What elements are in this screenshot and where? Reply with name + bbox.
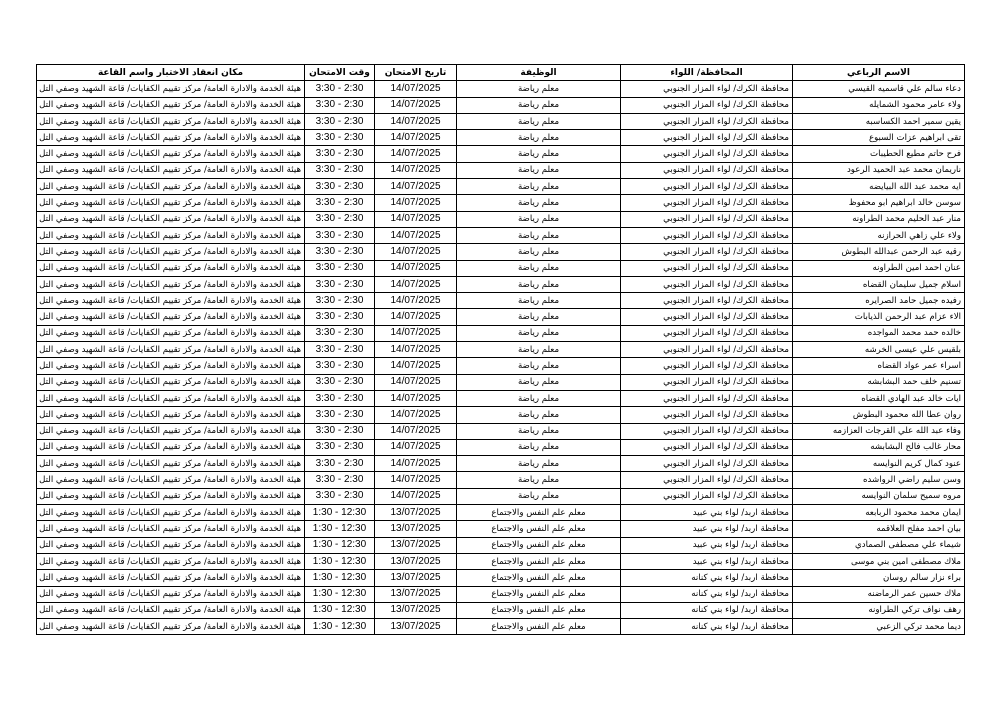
cell-name: ايه محمد عبد الله البيايضه xyxy=(793,179,965,195)
cell-governorate: محافظة الكرك/ لواء المزار الجنوبي xyxy=(621,162,793,178)
cell-name: فرح حاتم مطيع الحطيبات xyxy=(793,146,965,162)
cell-exam-time: 2:30 - 3:30 xyxy=(305,146,375,162)
cell-governorate: محافظة الكرك/ لواء المزار الجنوبي xyxy=(621,211,793,227)
table-row xyxy=(37,602,965,618)
cell-governorate: محافظة الكرك/ لواء المزار الجنوبي xyxy=(621,488,793,504)
cell-governorate: محافظة الكرك/ لواء المزار الجنوبي xyxy=(621,81,793,97)
cell-exam-time: 12:30 - 1:30 xyxy=(305,521,375,537)
cell-governorate: محافظة الكرك/ لواء المزار الجنوبي xyxy=(621,342,793,358)
cell-governorate: محافظة اربد/ لواء بني كنانه xyxy=(621,586,793,602)
table-row xyxy=(37,260,965,276)
cell-name: منار عبد الحليم محمد الطراونه xyxy=(793,211,965,227)
cell-name: ناريمان محمد عبد الحميد الرعود xyxy=(793,162,965,178)
cell-exam-time: 2:30 - 3:30 xyxy=(305,81,375,97)
cell-exam-time: 2:30 - 3:30 xyxy=(305,309,375,325)
cell-name: ملاك مصطفى امين بني موسى xyxy=(793,553,965,569)
cell-exam-date: 14/07/2025 xyxy=(375,456,457,472)
cell-job: معلم رياضة xyxy=(457,390,621,406)
cell-name: خالده حمد محمد المواجده xyxy=(793,325,965,341)
cell-governorate: محافظة الكرك/ لواء المزار الجنوبي xyxy=(621,439,793,455)
cell-job: معلم رياضة xyxy=(457,439,621,455)
cell-venue: هيئة الخدمة والادارة العامة/ مركز تقييم الكفايات/ قاعة الشهيد وصفي التل xyxy=(37,195,305,211)
cell-governorate: محافظة الكرك/ لواء المزار الجنوبي xyxy=(621,358,793,374)
cell-venue: هيئة الخدمة والادارة العامة/ مركز تقييم الكفايات/ قاعة الشهيد وصفي التل xyxy=(37,553,305,569)
cell-venue: هيئة الخدمة والادارة العامة/ مركز تقييم الكفايات/ قاعة الشهيد وصفي التل xyxy=(37,602,305,618)
cell-exam-time: 2:30 - 3:30 xyxy=(305,130,375,146)
table-row xyxy=(37,439,965,455)
cell-job: معلم رياضة xyxy=(457,423,621,439)
cell-venue: هيئة الخدمة والادارة العامة/ مركز تقييم الكفايات/ قاعة الشهيد وصفي التل xyxy=(37,227,305,243)
cell-venue: هيئة الخدمة والادارة العامة/ مركز تقييم الكفايات/ قاعة الشهيد وصفي التل xyxy=(37,439,305,455)
table-row xyxy=(37,586,965,602)
cell-governorate: محافظة الكرك/ لواء المزار الجنوبي xyxy=(621,456,793,472)
cell-exam-time: 2:30 - 3:30 xyxy=(305,358,375,374)
cell-exam-time: 2:30 - 3:30 xyxy=(305,342,375,358)
table-row xyxy=(37,407,965,423)
cell-exam-date: 14/07/2025 xyxy=(375,162,457,178)
cell-venue: هيئة الخدمة والادارة العامة/ مركز تقييم الكفايات/ قاعة الشهيد وصفي التل xyxy=(37,130,305,146)
cell-job: معلم رياضة xyxy=(457,374,621,390)
cell-governorate: محافظة اربد/ لواء بني كنانه xyxy=(621,570,793,586)
cell-venue: هيئة الخدمة والادارة العامة/ مركز تقييم الكفايات/ قاعة الشهيد وصفي التل xyxy=(37,309,305,325)
header-exam-date: تاريخ الامتحان xyxy=(375,65,457,81)
cell-venue: هيئة الخدمة والادارة العامة/ مركز تقييم الكفايات/ قاعة الشهيد وصفي التل xyxy=(37,276,305,292)
cell-job: معلم علم النفس والاجتماع xyxy=(457,505,621,521)
cell-governorate: محافظة الكرك/ لواء المزار الجنوبي xyxy=(621,407,793,423)
cell-governorate: محافظة الكرك/ لواء المزار الجنوبي xyxy=(621,309,793,325)
cell-exam-time: 2:30 - 3:30 xyxy=(305,97,375,113)
cell-governorate: محافظة الكرك/ لواء المزار الجنوبي xyxy=(621,260,793,276)
cell-venue: هيئة الخدمة والادارة العامة/ مركز تقييم الكفايات/ قاعة الشهيد وصفي التل xyxy=(37,521,305,537)
cell-venue: هيئة الخدمة والادارة العامة/ مركز تقييم الكفايات/ قاعة الشهيد وصفي التل xyxy=(37,488,305,504)
cell-exam-date: 14/07/2025 xyxy=(375,244,457,260)
table-row xyxy=(37,309,965,325)
cell-exam-date: 14/07/2025 xyxy=(375,488,457,504)
cell-job: معلم رياضة xyxy=(457,407,621,423)
cell-exam-time: 2:30 - 3:30 xyxy=(305,195,375,211)
cell-name: اسلام جميل سليمان القضاه xyxy=(793,276,965,292)
cell-governorate: محافظة الكرك/ لواء المزار الجنوبي xyxy=(621,325,793,341)
cell-exam-date: 14/07/2025 xyxy=(375,472,457,488)
table-row xyxy=(37,276,965,292)
cell-venue: هيئة الخدمة والادارة العامة/ مركز تقييم الكفايات/ قاعة الشهيد وصفي التل xyxy=(37,407,305,423)
cell-venue: هيئة الخدمة والادارة العامة/ مركز تقييم الكفايات/ قاعة الشهيد وصفي التل xyxy=(37,211,305,227)
cell-venue: هيئة الخدمة والادارة العامة/ مركز تقييم الكفايات/ قاعة الشهيد وصفي التل xyxy=(37,146,305,162)
cell-venue: هيئة الخدمة والادارة العامة/ مركز تقييم الكفايات/ قاعة الشهيد وصفي التل xyxy=(37,390,305,406)
cell-job: معلم علم النفس والاجتماع xyxy=(457,586,621,602)
table-body xyxy=(37,81,965,635)
cell-job: معلم رياضة xyxy=(457,113,621,129)
cell-job: معلم رياضة xyxy=(457,244,621,260)
cell-venue: هيئة الخدمة والادارة العامة/ مركز تقييم الكفايات/ قاعة الشهيد وصفي التل xyxy=(37,81,305,97)
cell-governorate: محافظة اربد/ لواء بني عبيد xyxy=(621,553,793,569)
table-row xyxy=(37,342,965,358)
cell-governorate: محافظة الكرك/ لواء المزار الجنوبي xyxy=(621,276,793,292)
cell-exam-date: 14/07/2025 xyxy=(375,325,457,341)
cell-exam-time: 12:30 - 1:30 xyxy=(305,570,375,586)
cell-exam-date: 14/07/2025 xyxy=(375,227,457,243)
cell-venue: هيئة الخدمة والادارة العامة/ مركز تقييم الكفايات/ قاعة الشهيد وصفي التل xyxy=(37,537,305,553)
cell-venue: هيئة الخدمة والادارة العامة/ مركز تقييم الكفايات/ قاعة الشهيد وصفي التل xyxy=(37,472,305,488)
cell-governorate: محافظة الكرك/ لواء المزار الجنوبي xyxy=(621,472,793,488)
cell-job: معلم رياضة xyxy=(457,309,621,325)
cell-exam-time: 12:30 - 1:30 xyxy=(305,505,375,521)
cell-venue: هيئة الخدمة والادارة العامة/ مركز تقييم الكفايات/ قاعة الشهيد وصفي التل xyxy=(37,293,305,309)
table-row xyxy=(37,570,965,586)
cell-job: معلم رياضة xyxy=(457,358,621,374)
cell-venue: هيئة الخدمة والادارة العامة/ مركز تقييم الكفايات/ قاعة الشهيد وصفي التل xyxy=(37,570,305,586)
cell-venue: هيئة الخدمة والادارة العامة/ مركز تقييم الكفايات/ قاعة الشهيد وصفي التل xyxy=(37,162,305,178)
cell-exam-date: 14/07/2025 xyxy=(375,423,457,439)
cell-exam-time: 12:30 - 1:30 xyxy=(305,537,375,553)
cell-exam-time: 2:30 - 3:30 xyxy=(305,293,375,309)
header-governorate: المحافظة/ اللواء xyxy=(621,65,793,81)
cell-name: روان عطا الله محمود البطوش xyxy=(793,407,965,423)
cell-exam-date: 14/07/2025 xyxy=(375,113,457,129)
cell-job: معلم رياضة xyxy=(457,260,621,276)
cell-exam-date: 13/07/2025 xyxy=(375,505,457,521)
cell-job: معلم رياضة xyxy=(457,456,621,472)
cell-venue: هيئة الخدمة والادارة العامة/ مركز تقييم الكفايات/ قاعة الشهيد وصفي التل xyxy=(37,374,305,390)
cell-name: مروه سميح سلمان النوايسه xyxy=(793,488,965,504)
cell-name: رقيه عبد الرحمن عبدالله البطوش xyxy=(793,244,965,260)
table-row xyxy=(37,456,965,472)
table-row xyxy=(37,390,965,406)
cell-venue: هيئة الخدمة والادارة العامة/ مركز تقييم الكفايات/ قاعة الشهيد وصفي التل xyxy=(37,586,305,602)
table-row xyxy=(37,505,965,521)
header-row xyxy=(37,65,965,81)
cell-venue: هيئة الخدمة والادارة العامة/ مركز تقييم الكفايات/ قاعة الشهيد وصفي التل xyxy=(37,244,305,260)
cell-venue: هيئة الخدمة والادارة العامة/ مركز تقييم الكفايات/ قاعة الشهيد وصفي التل xyxy=(37,260,305,276)
cell-name: براء نزار سالم روسان xyxy=(793,570,965,586)
cell-exam-date: 14/07/2025 xyxy=(375,211,457,227)
cell-exam-time: 2:30 - 3:30 xyxy=(305,244,375,260)
cell-venue: هيئة الخدمة والادارة العامة/ مركز تقييم الكفايات/ قاعة الشهيد وصفي التل xyxy=(37,456,305,472)
cell-governorate: محافظة الكرك/ لواء المزار الجنوبي xyxy=(621,423,793,439)
cell-venue: هيئة الخدمة والادارة العامة/ مركز تقييم الكفايات/ قاعة الشهيد وصفي التل xyxy=(37,325,305,341)
cell-name: يقين سمير احمد الكساسبه xyxy=(793,113,965,129)
cell-governorate: محافظة الكرك/ لواء المزار الجنوبي xyxy=(621,293,793,309)
table-row xyxy=(37,521,965,537)
cell-job: معلم رياضة xyxy=(457,81,621,97)
header-venue: مكان انعقاد الاختبار واسم القاعة xyxy=(37,65,305,81)
cell-job: معلم رياضة xyxy=(457,293,621,309)
cell-governorate: محافظة اربد/ لواء بني كنانه xyxy=(621,602,793,618)
cell-job: معلم رياضة xyxy=(457,276,621,292)
cell-exam-date: 14/07/2025 xyxy=(375,342,457,358)
table-row xyxy=(37,162,965,178)
cell-exam-date: 13/07/2025 xyxy=(375,521,457,537)
exam-schedule-table xyxy=(36,64,965,635)
cell-name: سوسن خالد ابراهيم ابو محفوظ xyxy=(793,195,965,211)
cell-exam-time: 2:30 - 3:30 xyxy=(305,390,375,406)
cell-name: ديما محمد تركي الزعبي xyxy=(793,619,965,635)
table-row xyxy=(37,97,965,113)
cell-job: معلم علم النفس والاجتماع xyxy=(457,619,621,635)
table-row xyxy=(37,325,965,341)
cell-exam-time: 2:30 - 3:30 xyxy=(305,113,375,129)
table-row xyxy=(37,113,965,129)
cell-job: معلم رياضة xyxy=(457,211,621,227)
cell-governorate: محافظة اربد/ لواء بني عبيد xyxy=(621,537,793,553)
cell-job: معلم رياضة xyxy=(457,488,621,504)
table-row xyxy=(37,146,965,162)
cell-job: معلم علم النفس والاجتماع xyxy=(457,521,621,537)
cell-name: محار غالب فالح البشابشه xyxy=(793,439,965,455)
cell-exam-time: 2:30 - 3:30 xyxy=(305,260,375,276)
cell-name: ايات خالد عبد الهادي القضاه xyxy=(793,390,965,406)
cell-venue: هيئة الخدمة والادارة العامة/ مركز تقييم الكفايات/ قاعة الشهيد وصفي التل xyxy=(37,619,305,635)
cell-job: معلم رياضة xyxy=(457,342,621,358)
table-row xyxy=(37,553,965,569)
cell-venue: هيئة الخدمة والادارة العامة/ مركز تقييم الكفايات/ قاعة الشهيد وصفي التل xyxy=(37,358,305,374)
cell-name: ملاك حسين عمر الرماضنه xyxy=(793,586,965,602)
header-name: الاسم الرباعي xyxy=(793,65,965,81)
header-job: الوظيفة xyxy=(457,65,621,81)
cell-governorate: محافظة الكرك/ لواء المزار الجنوبي xyxy=(621,374,793,390)
cell-job: معلم علم النفس والاجتماع xyxy=(457,553,621,569)
cell-exam-time: 2:30 - 3:30 xyxy=(305,374,375,390)
cell-name: رفيده جميل حامد الصرايره xyxy=(793,293,965,309)
cell-governorate: محافظة الكرك/ لواء المزار الجنوبي xyxy=(621,113,793,129)
cell-job: معلم رياضة xyxy=(457,227,621,243)
table-row xyxy=(37,358,965,374)
cell-governorate: محافظة الكرك/ لواء المزار الجنوبي xyxy=(621,130,793,146)
cell-name: دعاء سالم علي قاسميه القيسي xyxy=(793,81,965,97)
cell-name: الاء عزام عبد الرحمن الذيابات xyxy=(793,309,965,325)
cell-venue: هيئة الخدمة والادارة العامة/ مركز تقييم الكفايات/ قاعة الشهيد وصفي التل xyxy=(37,113,305,129)
cell-name: اسراء عمر عواد القضاه xyxy=(793,358,965,374)
cell-name: تسنيم خلف حمد البشابشه xyxy=(793,374,965,390)
table-row xyxy=(37,227,965,243)
cell-exam-date: 14/07/2025 xyxy=(375,179,457,195)
cell-governorate: محافظة الكرك/ لواء المزار الجنوبي xyxy=(621,146,793,162)
cell-exam-time: 2:30 - 3:30 xyxy=(305,407,375,423)
cell-exam-time: 2:30 - 3:30 xyxy=(305,227,375,243)
cell-exam-date: 14/07/2025 xyxy=(375,358,457,374)
cell-exam-time: 2:30 - 3:30 xyxy=(305,456,375,472)
cell-job: معلم رياضة xyxy=(457,325,621,341)
cell-job: معلم رياضة xyxy=(457,97,621,113)
cell-exam-time: 2:30 - 3:30 xyxy=(305,162,375,178)
cell-name: رهف نواف تركي الطراونه xyxy=(793,602,965,618)
table-row xyxy=(37,619,965,635)
table-row xyxy=(37,293,965,309)
cell-name: ولاء علي زاهي الحرازنه xyxy=(793,227,965,243)
cell-exam-date: 14/07/2025 xyxy=(375,130,457,146)
cell-exam-date: 14/07/2025 xyxy=(375,407,457,423)
cell-exam-date: 14/07/2025 xyxy=(375,276,457,292)
cell-exam-time: 12:30 - 1:30 xyxy=(305,602,375,618)
cell-exam-date: 13/07/2025 xyxy=(375,586,457,602)
cell-exam-time: 2:30 - 3:30 xyxy=(305,276,375,292)
table-row xyxy=(37,472,965,488)
cell-job: معلم رياضة xyxy=(457,130,621,146)
cell-exam-time: 12:30 - 1:30 xyxy=(305,586,375,602)
cell-job: معلم علم النفس والاجتماع xyxy=(457,570,621,586)
cell-name: ولاء عامر محمود الشمايله xyxy=(793,97,965,113)
cell-exam-time: 12:30 - 1:30 xyxy=(305,619,375,635)
table-row xyxy=(37,244,965,260)
cell-job: معلم رياضة xyxy=(457,146,621,162)
table-row xyxy=(37,195,965,211)
cell-exam-date: 14/07/2025 xyxy=(375,309,457,325)
cell-job: معلم رياضة xyxy=(457,162,621,178)
cell-name: بيان احمد مفلح العلاقمه xyxy=(793,521,965,537)
cell-venue: هيئة الخدمة والادارة العامة/ مركز تقييم الكفايات/ قاعة الشهيد وصفي التل xyxy=(37,342,305,358)
cell-governorate: محافظة الكرك/ لواء المزار الجنوبي xyxy=(621,390,793,406)
cell-venue: هيئة الخدمة والادارة العامة/ مركز تقييم الكفايات/ قاعة الشهيد وصفي التل xyxy=(37,505,305,521)
cell-exam-time: 2:30 - 3:30 xyxy=(305,423,375,439)
table-row xyxy=(37,537,965,553)
cell-name: ايمان محمد محمود الربابعه xyxy=(793,505,965,521)
table-row xyxy=(37,374,965,390)
cell-exam-date: 13/07/2025 xyxy=(375,553,457,569)
table-row xyxy=(37,130,965,146)
table-row xyxy=(37,179,965,195)
cell-exam-time: 2:30 - 3:30 xyxy=(305,211,375,227)
cell-job: معلم رياضة xyxy=(457,195,621,211)
cell-job: معلم رياضة xyxy=(457,179,621,195)
table-row xyxy=(37,211,965,227)
cell-name: عنان احمد امين الطراونه xyxy=(793,260,965,276)
cell-governorate: محافظة الكرك/ لواء المزار الجنوبي xyxy=(621,227,793,243)
cell-exam-time: 12:30 - 1:30 xyxy=(305,553,375,569)
cell-exam-time: 2:30 - 3:30 xyxy=(305,472,375,488)
cell-exam-time: 2:30 - 3:30 xyxy=(305,179,375,195)
cell-exam-date: 13/07/2025 xyxy=(375,602,457,618)
cell-exam-date: 14/07/2025 xyxy=(375,374,457,390)
cell-job: معلم رياضة xyxy=(457,472,621,488)
cell-exam-date: 13/07/2025 xyxy=(375,619,457,635)
table-row xyxy=(37,423,965,439)
cell-name: وفاء عبد الله علي القرجات العزازمه xyxy=(793,423,965,439)
cell-exam-time: 2:30 - 3:30 xyxy=(305,439,375,455)
cell-name: تقى ابراهيم عزات السبوع xyxy=(793,130,965,146)
cell-exam-date: 14/07/2025 xyxy=(375,97,457,113)
cell-exam-time: 2:30 - 3:30 xyxy=(305,488,375,504)
cell-exam-time: 2:30 - 3:30 xyxy=(305,325,375,341)
cell-exam-date: 14/07/2025 xyxy=(375,293,457,309)
cell-name: بلقيس علي عيسى الخرشه xyxy=(793,342,965,358)
cell-governorate: محافظة الكرك/ لواء المزار الجنوبي xyxy=(621,97,793,113)
cell-venue: هيئة الخدمة والادارة العامة/ مركز تقييم الكفايات/ قاعة الشهيد وصفي التل xyxy=(37,97,305,113)
cell-job: معلم علم النفس والاجتماع xyxy=(457,602,621,618)
cell-name: وسن سليم راضي الرواشده xyxy=(793,472,965,488)
cell-exam-date: 14/07/2025 xyxy=(375,260,457,276)
cell-exam-date: 14/07/2025 xyxy=(375,390,457,406)
cell-exam-date: 14/07/2025 xyxy=(375,439,457,455)
cell-exam-date: 14/07/2025 xyxy=(375,81,457,97)
cell-exam-date: 13/07/2025 xyxy=(375,570,457,586)
cell-governorate: محافظة اربد/ لواء بني عبيد xyxy=(621,521,793,537)
cell-job: معلم علم النفس والاجتماع xyxy=(457,537,621,553)
cell-venue: هيئة الخدمة والادارة العامة/ مركز تقييم الكفايات/ قاعة الشهيد وصفي التل xyxy=(37,179,305,195)
table-row xyxy=(37,81,965,97)
cell-governorate: محافظة الكرك/ لواء المزار الجنوبي xyxy=(621,244,793,260)
cell-governorate: محافظة اربد/ لواء بني عبيد xyxy=(621,505,793,521)
cell-name: عنود كمال كريم النوايسه xyxy=(793,456,965,472)
cell-exam-date: 13/07/2025 xyxy=(375,537,457,553)
cell-governorate: محافظة الكرك/ لواء المزار الجنوبي xyxy=(621,179,793,195)
cell-exam-date: 14/07/2025 xyxy=(375,146,457,162)
cell-venue: هيئة الخدمة والادارة العامة/ مركز تقييم الكفايات/ قاعة الشهيد وصفي التل xyxy=(37,423,305,439)
cell-governorate: محافظة اربد/ لواء بني كنانه xyxy=(621,619,793,635)
cell-name: شيماء علي مصطفى الصمادي xyxy=(793,537,965,553)
table-row xyxy=(37,488,965,504)
header-exam-time: وقت الامتحان xyxy=(305,65,375,81)
cell-exam-date: 14/07/2025 xyxy=(375,195,457,211)
cell-governorate: محافظة الكرك/ لواء المزار الجنوبي xyxy=(621,195,793,211)
